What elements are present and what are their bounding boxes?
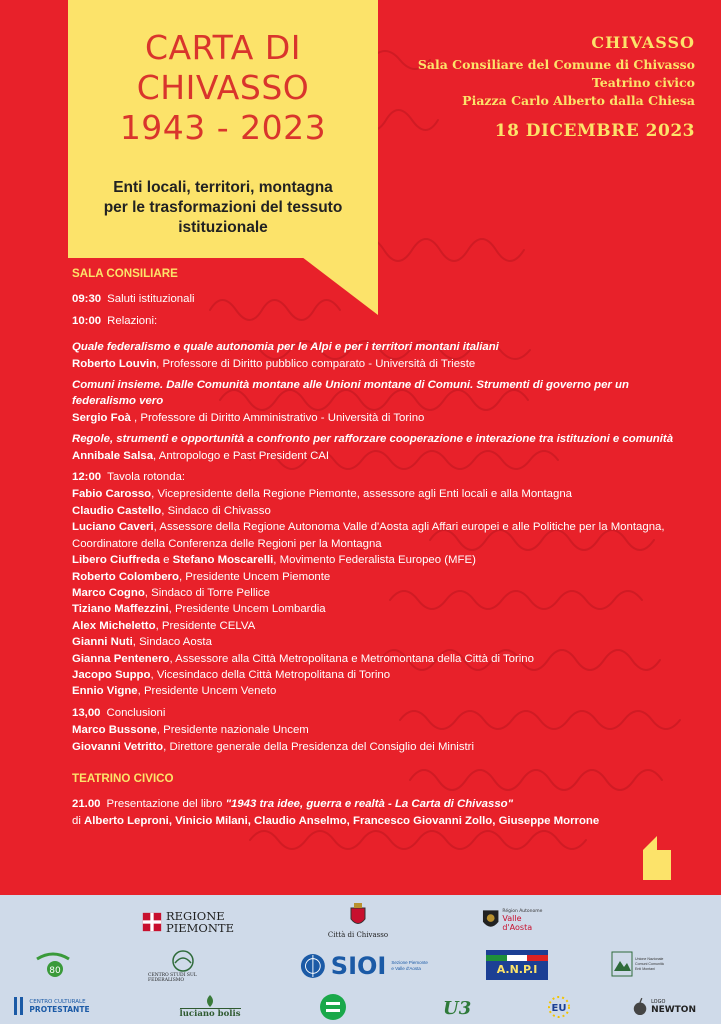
svg-text:U3: U3 (443, 998, 471, 1019)
speaker-name: Roberto Louvin (72, 357, 157, 370)
panel-role: e (159, 554, 173, 567)
valle-label: Valle d'Aosta (502, 913, 533, 932)
panel-role: , Sindaco di Torre Pellice (144, 586, 270, 599)
logo-centro-studi-federalismo (148, 949, 218, 983)
brand-mark-icon (643, 836, 671, 880)
logo-green-equals (318, 993, 348, 1021)
logo-sioi (300, 947, 430, 985)
venue-hall: Sala Consiliare del Comune di Chivasso (417, 57, 695, 72)
chivasso-crest-icon (349, 903, 367, 929)
logo-newton (632, 992, 696, 1022)
panel-member (72, 667, 692, 683)
logo-valle-aosta (482, 903, 552, 937)
speaker-name: Annibale Salsa (72, 449, 154, 462)
subtitle-line-1: Enti locali, territori, montagna (113, 179, 333, 196)
logo-citta-chivasso (318, 899, 398, 943)
logo-anpi (486, 950, 548, 980)
panel-name: Roberto Colombero (72, 570, 179, 583)
item-time: 13,00 (72, 706, 101, 719)
book-authors: Alberto Leproni, Vinicio Milani, Claudio Anselmo, Francesco Giovanni Zollo, Giuseppe Morrone (84, 814, 600, 827)
piemonte-shield-icon (142, 910, 162, 934)
title-banner (68, 0, 378, 258)
panel-role: , Sindaco Aosta (132, 636, 212, 649)
section-heading-sala: SALA CONSILIARE (72, 267, 178, 280)
panel-member (72, 519, 692, 552)
eu-stars-icon (545, 994, 573, 1020)
venue-theatre: Teatrino civico (591, 75, 695, 90)
panel-member (72, 651, 692, 667)
program-item (72, 796, 692, 812)
panel-role: , Vicepresidente della Regione Piemonte, assessore agli Enti locali e alla Montagna (151, 488, 572, 501)
event-subtitle (68, 178, 378, 238)
logo-u3 (438, 993, 472, 1021)
speaker-name: Sergio Foà (72, 411, 131, 424)
logo-eu (544, 993, 574, 1021)
talk-title: Comuni insieme. Dalle Comunità montane alle Unioni montane di Comuni. Strumenti di governo per un federalismo vero (72, 379, 629, 408)
speaker-name: Giovanni Vetritto (72, 740, 164, 753)
panel-member (72, 601, 692, 617)
book-authors-row (72, 813, 692, 829)
subtitle-line-2: per le trasformazioni del tessuto (103, 199, 343, 216)
item-label: Presentazione del libro (106, 798, 226, 811)
panel-name: Tiziano Maffezzini (72, 603, 169, 616)
item-time: 09:30 (72, 293, 102, 306)
panel-role: , Presidente CELVA (155, 619, 256, 632)
item-label: Relazioni: (107, 314, 158, 327)
event-title (68, 28, 378, 148)
speaker-role: , Professore di Diritto Amministrativo - Università di Torino (130, 411, 425, 424)
protestante-line-1: CENTRO CULTURALE (29, 998, 86, 1005)
citta-label: Città di Chivasso (327, 931, 389, 939)
svg-text:80: 80 (49, 966, 61, 976)
item-time: 10:00 (72, 314, 102, 327)
protestante-icon (12, 995, 26, 1017)
book-title: "1943 tra idee, guerra e realtà - La Carta di Chivasso" (225, 798, 514, 811)
speaker-role: , Antropologo e Past President CAI (153, 449, 330, 462)
panel-name: Jacopo Suppo (72, 668, 151, 681)
title-line-3: 1943 - 2023 (119, 108, 327, 147)
newton-label: NEWTON (651, 1005, 696, 1015)
program (72, 266, 692, 829)
book-by: di (72, 814, 85, 827)
speaker-role: , Direttore generale della Presidenza del Consiglio dei Ministri (163, 740, 475, 753)
item-label: Saluti istituzionali (107, 293, 195, 306)
logo-fondazione-bolis (172, 991, 248, 1021)
logo-regione-piemonte (142, 907, 234, 937)
panel-name: Libero Ciuffreda (72, 554, 160, 567)
logo-uncem-80 (34, 950, 72, 980)
newton-apple-icon (632, 996, 648, 1018)
program-item (72, 291, 692, 307)
regione-line-1: REGIONE (165, 909, 225, 923)
speaker-role: , Professore di Diritto pubblico comparato - Università di Trieste (156, 357, 476, 370)
panel-role: , Sindaco di Chivasso (161, 504, 271, 517)
regione-line-2: PIEMONTE (165, 921, 234, 935)
panel-name: Claudio Castello (72, 504, 162, 517)
panel-member (72, 585, 692, 601)
panel-member (72, 503, 692, 519)
valle-aosta-lion-icon (482, 908, 499, 932)
panel-name: Gianni Nuti (72, 636, 133, 649)
panel-name: Luciano Caveri (72, 521, 154, 534)
conclusion-speaker (72, 739, 692, 755)
talk-speaker (72, 410, 692, 426)
panel-role: , Presidente Uncem Piemonte (178, 570, 331, 583)
venue-block (418, 33, 695, 141)
panel-member (72, 683, 692, 699)
section-heading-teatrino: TEATRINO CIVICO (72, 771, 174, 785)
bolis-leaf-icon (203, 994, 217, 1008)
protestante-line-2: PROTESTANTE (29, 1004, 90, 1014)
speaker-name: Marco Bussone (72, 724, 157, 737)
item-label: Tavola rotonda: (107, 471, 186, 484)
u3-icon (439, 994, 471, 1020)
conclusion-speaker (72, 722, 692, 738)
panel-name: Gianna Pentenero (72, 652, 170, 665)
program-item (72, 705, 692, 721)
svg-text:EU: EU (551, 1003, 567, 1014)
uncem-mountain-icon (611, 951, 633, 977)
un-globe-icon (300, 952, 326, 980)
bolis-label: luciano bolis (179, 1008, 241, 1019)
panel-member (72, 618, 692, 634)
panel-member (72, 569, 692, 585)
centro-studi-label: CENTRO STUDI SUL FEDERALISMO (148, 972, 197, 983)
green-equals-icon (319, 993, 347, 1021)
title-line-1: CARTA DI (145, 28, 301, 67)
logo-centro-protestante (8, 993, 94, 1019)
anpi-label: A.N.P.I (496, 962, 538, 976)
panel-name: Marco Cogno (72, 586, 145, 599)
newton-small: LOGO (651, 999, 666, 1005)
logo-uncem (610, 947, 670, 981)
talk-title: Quale federalismo e quale autonomia per le Alpi e per i territori montani italiani (72, 341, 499, 354)
uncem-80-icon (35, 951, 71, 979)
item-label: Conclusioni (106, 706, 166, 719)
item-time: 12:00 (72, 471, 102, 484)
program-item (72, 313, 692, 329)
panel-role: , Assessore della Regione Autonoma Valle d'Aosta agli Affari europei e alle Politiche per la Montagna, Coordinatore della Conferenza delle Regioni per la Montagna (72, 521, 665, 550)
panel-member (72, 486, 692, 502)
sioi-label: SIOI (330, 952, 387, 980)
sioi-sub: Sezione Piemonte e Valle d'Aosta (391, 960, 428, 971)
program-item (72, 469, 692, 485)
title-line-2: CHIVASSO (136, 68, 310, 107)
panel-name: Stefano Moscarelli (172, 554, 274, 567)
speaker-role: , Presidente nazionale Uncem (156, 724, 309, 737)
panel-name: Fabio Carosso (72, 488, 152, 501)
talk-speaker (72, 448, 692, 464)
venue-city: CHIVASSO (591, 33, 695, 52)
talk-speaker (72, 356, 692, 372)
panel-name: Alex Micheletto (72, 619, 156, 632)
valle-small: Région Autonome (502, 908, 543, 914)
panel-role: , Assessore alla Città Metropolitana e Metromontana della Città di Torino (169, 652, 534, 665)
uncem-label: Unione Nazionale Comuni Comunità Enti Montani (635, 956, 664, 971)
panel-role: , Vicesindaco della Città Metropolitana di Torino (150, 668, 391, 681)
panel-role: , Presidente Uncem Veneto (137, 685, 277, 698)
talk-title: Regole, strumenti e opportunità a confronto per rafforzare cooperazione e interazione tra istituzioni e comunità (72, 433, 674, 446)
panel-role: , Movimento Federalista Europeo (MFE) (273, 554, 476, 567)
federalismo-icon (171, 950, 195, 972)
panel-member (72, 552, 692, 568)
event-date: 18 DICEMBRE 2023 (494, 121, 695, 141)
sponsor-footer (0, 895, 721, 1024)
venue-address: Piazza Carlo Alberto dalla Chiesa (462, 93, 695, 108)
item-time: 21.00 (72, 798, 101, 811)
panel-member (72, 634, 692, 650)
italian-flag-stripe (486, 955, 548, 961)
panel-role: , Presidente Uncem Lombardia (168, 603, 326, 616)
panel-name: Ennio Vigne (72, 685, 138, 698)
subtitle-line-3: istituzionale (178, 219, 268, 236)
